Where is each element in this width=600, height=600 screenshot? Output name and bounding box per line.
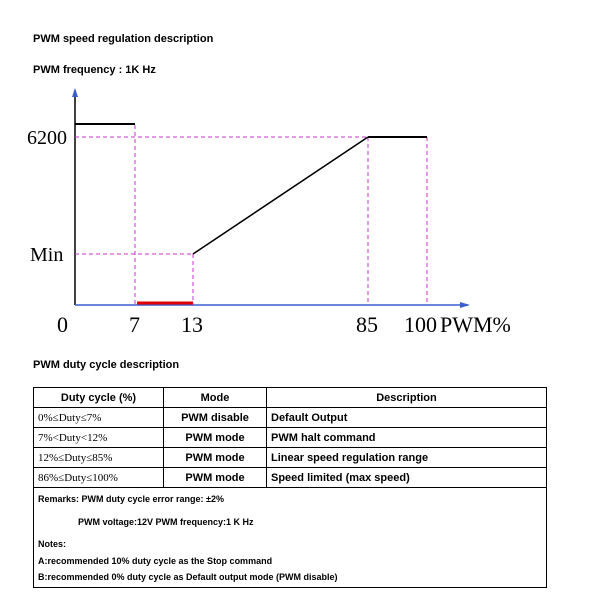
- x-tick-100: 100: [404, 312, 437, 337]
- pwm-frequency-label: PWM frequency : 1K Hz: [33, 64, 156, 76]
- description-cell: Default Output: [267, 408, 547, 428]
- notes-label: Notes:: [38, 539, 67, 549]
- table-row: [34, 448, 547, 468]
- duty-cycle-table: [33, 387, 547, 488]
- pwm-speed-chart: [0, 80, 600, 340]
- x-axis-arrow: [460, 302, 470, 308]
- x-tick-7: 7: [129, 312, 140, 337]
- mode-cell: PWM disable: [164, 408, 267, 428]
- duty-cell: 86%≤Duty≤100%: [34, 468, 164, 488]
- header-duty-cycle: Duty cycle (%): [34, 388, 164, 408]
- description-cell: PWM halt command: [267, 428, 547, 448]
- table-title: PWM duty cycle description: [33, 359, 180, 371]
- table-row: [34, 468, 547, 488]
- y-axis-arrow: [72, 88, 78, 97]
- description-cell: Linear speed regulation range: [267, 448, 547, 468]
- description-cell: Speed limited (max speed): [267, 468, 547, 488]
- duty-cell: 0%≤Duty≤7%: [34, 408, 164, 428]
- series-linear-range: [193, 137, 368, 254]
- header-mode: Mode: [164, 388, 267, 408]
- remarks-error-range: Remarks: PWM duty cycle error range: ±2%: [38, 494, 225, 504]
- header-description: Description: [267, 388, 547, 408]
- y-tick-min: Min: [30, 244, 64, 266]
- x-tick-0: 0: [57, 312, 68, 337]
- note-b: B:recommended 0% duty cycle as Default output mode (PWM disable): [38, 572, 338, 582]
- page-title: PWM speed regulation description: [33, 33, 214, 45]
- duty-cell: 12%≤Duty≤85%: [34, 448, 164, 468]
- duty-cell: 7%<Duty<12%: [34, 428, 164, 448]
- note-a: A:recommended 10% duty cycle as the Stop command: [38, 556, 273, 566]
- x-tick-85: 85: [356, 312, 378, 337]
- mode-cell: PWM mode: [164, 448, 267, 468]
- mode-cell: PWM mode: [164, 428, 267, 448]
- remarks-voltage-frequency: PWM voltage:12V PWM frequency:1 K Hz: [78, 517, 254, 527]
- remarks-box: [33, 488, 547, 588]
- x-axis-label: PWM%: [440, 312, 511, 337]
- y-tick-6200: 6200: [27, 127, 67, 149]
- table-row: [34, 428, 547, 448]
- mode-cell: PWM mode: [164, 468, 267, 488]
- table-row: [34, 408, 547, 428]
- x-tick-13: 13: [181, 312, 203, 337]
- table-header-row: [34, 388, 547, 408]
